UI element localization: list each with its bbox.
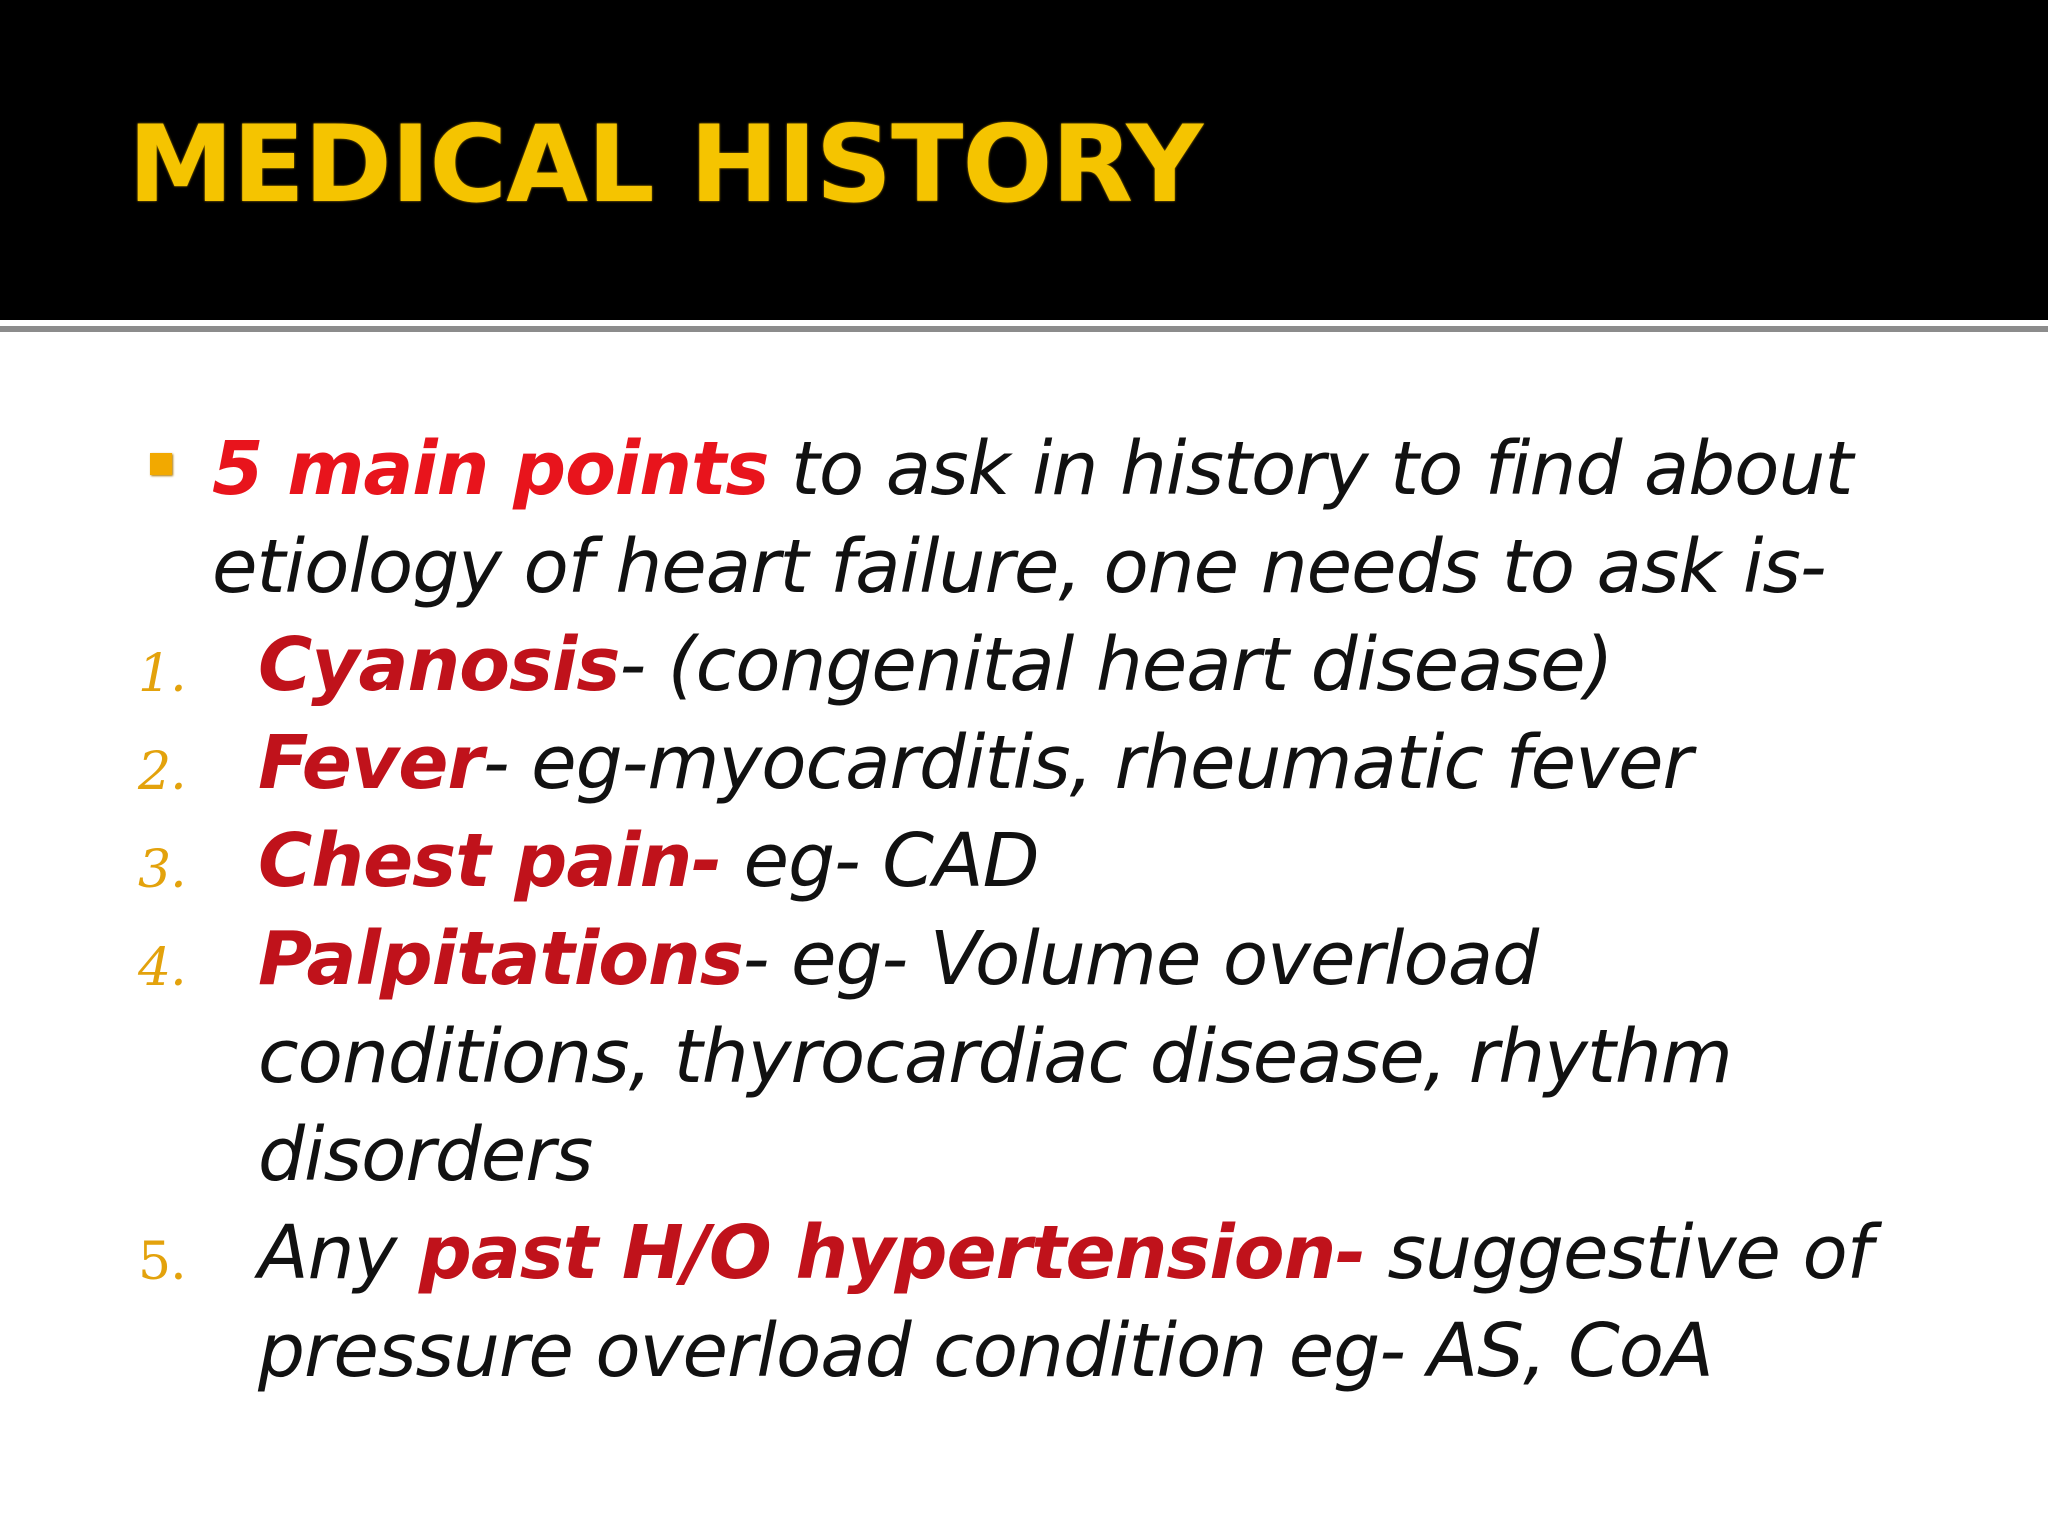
list-item: [258, 916, 1539, 1002]
list-item-continuation: disorders: [258, 1112, 593, 1198]
list-item-term: Chest pain-: [258, 818, 722, 904]
list-item-term: Fever: [258, 720, 483, 806]
list-item: [258, 622, 1613, 708]
list-item-prefix: Any: [258, 1210, 419, 1296]
intro-line-1: [212, 426, 1853, 512]
list-item-continuation: conditions, thyrocardiac disease, rhythm: [258, 1014, 1732, 1100]
intro-emphasis: 5 main points: [212, 426, 769, 512]
list-item-text: - eg- Volume overload: [742, 916, 1539, 1002]
intro-text: to ask in history to find about: [768, 426, 1853, 512]
list-item-text: suggestive of: [1365, 1210, 1872, 1296]
list-item-term: Palpitations: [258, 916, 743, 1002]
list-item-term: Cyanosis: [258, 622, 620, 708]
list-number: 4.: [138, 938, 186, 998]
title-divider-dark: [0, 326, 2048, 332]
list-item: [258, 720, 1692, 806]
square-bullet-icon: [150, 453, 172, 475]
list-number: 1.: [138, 644, 186, 704]
list-item-continuation: pressure overload condition eg- AS, CoA: [258, 1308, 1713, 1394]
title-bar: [0, 0, 2048, 320]
list-number: 3.: [138, 840, 186, 900]
list-item-text: - (congenital heart disease): [619, 622, 1613, 708]
intro-line-2: etiology of heart failure, one needs to ask is-: [212, 524, 1826, 610]
list-item: [258, 818, 1039, 904]
list-number: 5.: [138, 1232, 186, 1292]
list-item-term: past H/O hypertension-: [418, 1210, 1366, 1296]
list-item-text: eg- CAD: [721, 818, 1039, 904]
list-number: 2.: [138, 742, 186, 802]
list-item: [258, 1210, 1872, 1296]
slide-title: MEDICAL HISTORY: [128, 103, 1203, 226]
list-item-text: - eg-myocarditis, rheumatic fever: [482, 720, 1692, 806]
